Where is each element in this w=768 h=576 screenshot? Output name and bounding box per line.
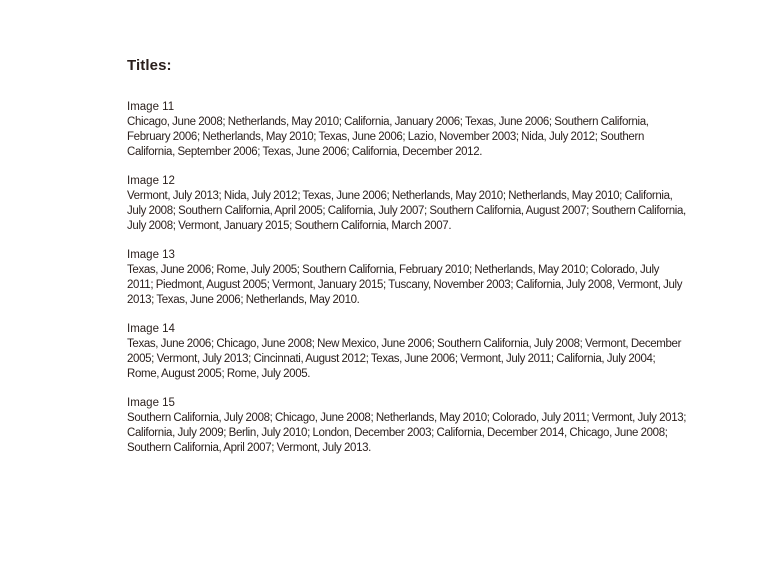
image-entry [127, 248, 687, 308]
entry-heading: Image 11 [127, 101, 175, 113]
image-entry [127, 174, 687, 234]
entry-heading: Image 12 [127, 175, 175, 187]
image-entry [127, 322, 687, 382]
entry-text: Texas, June 2006; Rome, July 2005; Southern California, February 2010; Netherlands, May 2010; Colorado, July 2011; Piedmont, August 2005; Vermont, January 2015; Tuscany, November 2003; California, July 2008, Vermont, July 2013; Texas, June 2006; Netherlands, May 2010. [127, 264, 683, 306]
image-entry [127, 396, 687, 456]
image-entry [127, 100, 687, 160]
entry-text: Chicago, June 2008; Netherlands, May 2010; California, January 2006; Texas, June 2006; Southern California, February 2006; Netherlands, May 2010; Texas, June 2006; Lazio, November 2003; Nida, July 2012; Southern California, September 2006; Texas, June 2006; California, December 2012. [127, 116, 649, 158]
entry-heading: Image 14 [127, 323, 175, 335]
entry-text: Southern California, July 2008; Chicago, June 2008; Netherlands, May 2010; Colorado, July 2011; Vermont, July 2013; California, July 2009; Berlin, July 2010; London, December 2003; California, December 2014, Chicago, June 2008; Southern California, April 2007; Vermont, July 2013. [127, 412, 687, 454]
entry-text: Texas, June 2006; Chicago, June 2008; New Mexico, June 2006; Southern California, July 2008; Vermont, December 2005; Vermont, July 2013; Cincinnati, August 2012; Texas, June 2006; Vermont, July 2011; California, July 2004; Rome, August 2005; Rome, July 2005. [127, 338, 682, 380]
document-title: Titles: [127, 57, 172, 74]
entry-heading: Image 15 [127, 397, 175, 409]
entry-heading: Image 13 [127, 249, 175, 261]
entry-text: Vermont, July 2013; Nida, July 2012; Texas, June 2006; Netherlands, May 2010; Netherlands, May 2010; California, July 2008; Southern California, April 2005; California, July 2007; Southern California, August 2007; Southern California, July 2008; Vermont, January 2015; Southern California, March 2007. [127, 190, 686, 232]
document-page [127, 56, 687, 470]
